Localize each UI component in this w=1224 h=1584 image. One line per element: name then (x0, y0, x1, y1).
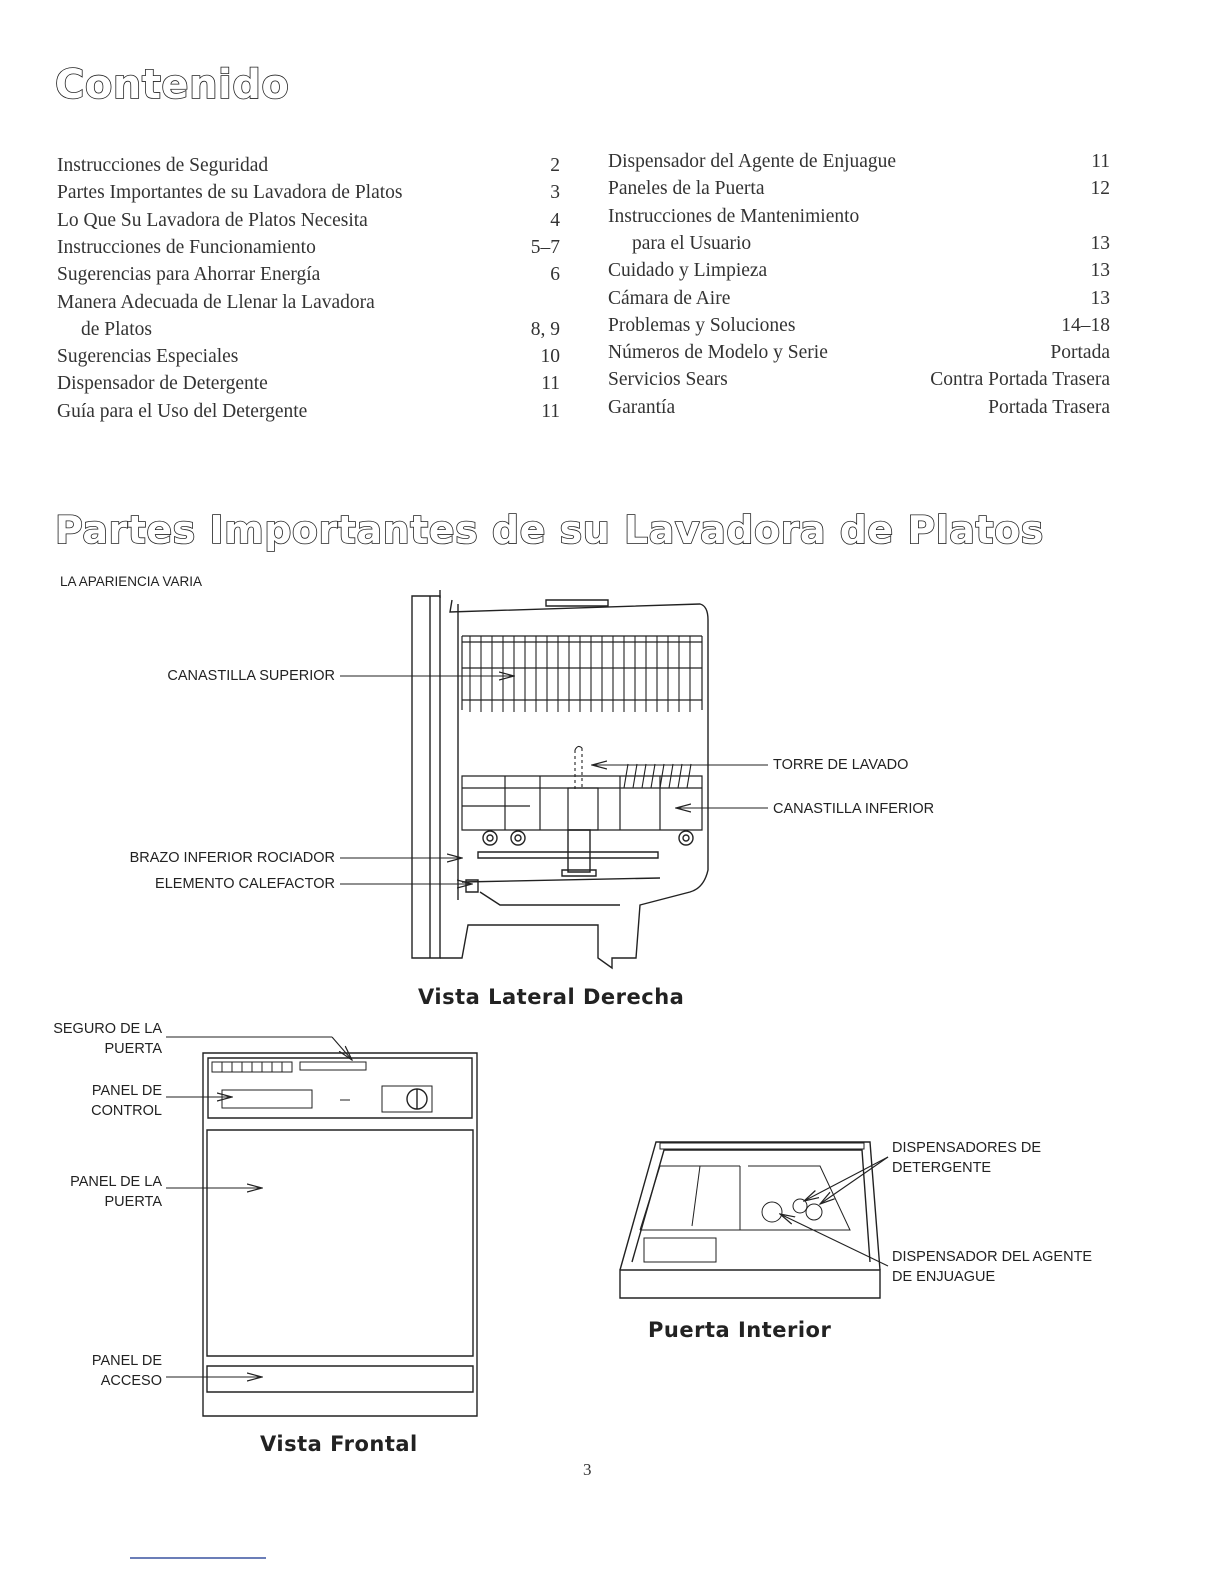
label-door-latch-line1: SEGURO DE LA (53, 1021, 162, 1037)
label-access-panel (92, 1351, 162, 1391)
label-detergent-line1: DISPENSADORES DE (892, 1140, 1042, 1156)
toc-entry-page: 2 (550, 155, 560, 176)
toc-entry-label: Guía para el Uso del Detergente (57, 400, 308, 422)
label-access-panel-line1: PANEL DE (91, 1353, 162, 1369)
toc-entry-page: 11 (541, 373, 560, 395)
label-rinse-line2: DE ENJUAGUE (892, 1269, 996, 1285)
upper-rack-tines (470, 636, 690, 712)
toc-entry-label: de Platos (81, 318, 152, 340)
label-rinse-line1: DISPENSADOR DEL AGENTE (892, 1249, 1093, 1265)
toc-entry-label: Dispensador de Detergente (57, 373, 268, 395)
page-number: 3 (583, 1460, 592, 1479)
toc-entry-page: 13 (1090, 232, 1110, 254)
toc-entry-label: Lo Que Su Lavadora de Platos Necesita (57, 209, 368, 231)
wash-tower (575, 746, 582, 790)
inner-door-drawing (620, 1142, 880, 1298)
parts-title: Partes Importantes de su Lavadora de Platos (55, 508, 1044, 552)
toc-entry-page: 3 (550, 182, 560, 204)
toc-entry-page: 13 (1090, 260, 1110, 282)
toc-entry-label: Sugerencias para Ahorrar Energía (57, 264, 321, 286)
label-door-panel (70, 1172, 162, 1212)
toc-entry-page: Contra Portada Trasera (930, 369, 1110, 391)
toc-entry-label: Sugerencias Especiales (57, 346, 239, 368)
toc-entry-page: 13 (1090, 287, 1110, 309)
label-door-latch-line2: PUERTA (104, 1041, 162, 1057)
toc-entry-label: Problemas y Soluciones (608, 314, 796, 336)
appearance-note: LA APARIENCIA VARIA (60, 574, 203, 589)
toc-entry-page: 14–18 (1061, 314, 1110, 336)
toc-entry-page: 12 (1090, 178, 1110, 200)
caption-inner-door: Puerta Interior (648, 1318, 832, 1342)
label-door-latch (53, 1019, 162, 1059)
label-detergent-dispensers (892, 1138, 1041, 1178)
label-control-panel (91, 1081, 162, 1121)
toc-entry-label: Instrucciones de Funcionamiento (57, 236, 316, 258)
toc-entry-page: 11 (541, 400, 560, 422)
contents-title: Contenido (55, 62, 290, 108)
toc-entry-label: para el Usuario (632, 232, 752, 254)
label-control-panel-line1: PANEL DE (91, 1083, 162, 1099)
toc-entry-page: 5–7 (530, 236, 560, 258)
caption-side-view: Vista Lateral Derecha (418, 985, 685, 1009)
toc-entry-label: Manera Adecuada de Llenar la Lavadora (57, 291, 375, 313)
toc-entry-label: Instrucciones de Seguridad (57, 155, 269, 176)
toc-entry-page: 6 (550, 264, 560, 286)
label-control-panel-line2: CONTROL (91, 1103, 162, 1119)
toc-entry-label: Cuidado y Limpieza (608, 260, 768, 282)
toc-entry-label: Paneles de la Puerta (608, 178, 765, 200)
heating-element (462, 878, 660, 882)
label-upper-rack: CANASTILLA SUPERIOR (167, 668, 335, 684)
leader-rinse-aid (780, 1214, 888, 1266)
leader-detergent-b (820, 1157, 888, 1204)
toc-entry-page: 8, 9 (530, 318, 560, 340)
toc-entry-page: 10 (540, 346, 560, 368)
toc-entry-label: Partes Importantes de su Lavadora de Platos (57, 182, 403, 204)
label-detergent-line2: DETERGENTE (892, 1160, 992, 1176)
label-door-panel-line2: PUERTA (104, 1194, 162, 1210)
label-access-panel-line2: ACCESO (100, 1373, 162, 1389)
toc-entry-label: Garantía (608, 396, 676, 418)
leader-detergent-a (804, 1157, 888, 1201)
label-wash-tower: TORRE DE LAVADO (773, 757, 909, 773)
toc-entry-label: Cámara de Aire (608, 287, 731, 309)
label-lower-rack: CANASTILLA INFERIOR (773, 801, 935, 817)
label-lower-spray-arm: BRAZO INFERIOR ROCIADOR (129, 850, 335, 866)
label-rinse-aid-dispenser (892, 1247, 1092, 1287)
upper-rack (462, 636, 702, 710)
label-door-panel-line1: PANEL DE LA (70, 1174, 162, 1190)
toc-entry-label: Números de Modelo y Serie (608, 342, 828, 364)
toc-entry-page: 4 (550, 209, 560, 231)
label-heating-element: ELEMENTO CALEFACTOR (155, 876, 335, 892)
side-view-drawing (412, 590, 708, 968)
toc-entry-label: Dispensador del Agente de Enjuague (608, 151, 897, 172)
caption-front-view: Vista Frontal (260, 1432, 418, 1456)
front-view-drawing (203, 1053, 477, 1416)
toc-entry-page: Portada (1050, 342, 1110, 364)
toc-entry-label: Instrucciones de Mantenimiento (608, 205, 860, 227)
toc-entry-page: Portada Trasera (988, 396, 1110, 418)
toc-entry-page: 11 (1091, 151, 1110, 172)
toc-entry-label: Servicios Sears (608, 369, 728, 391)
